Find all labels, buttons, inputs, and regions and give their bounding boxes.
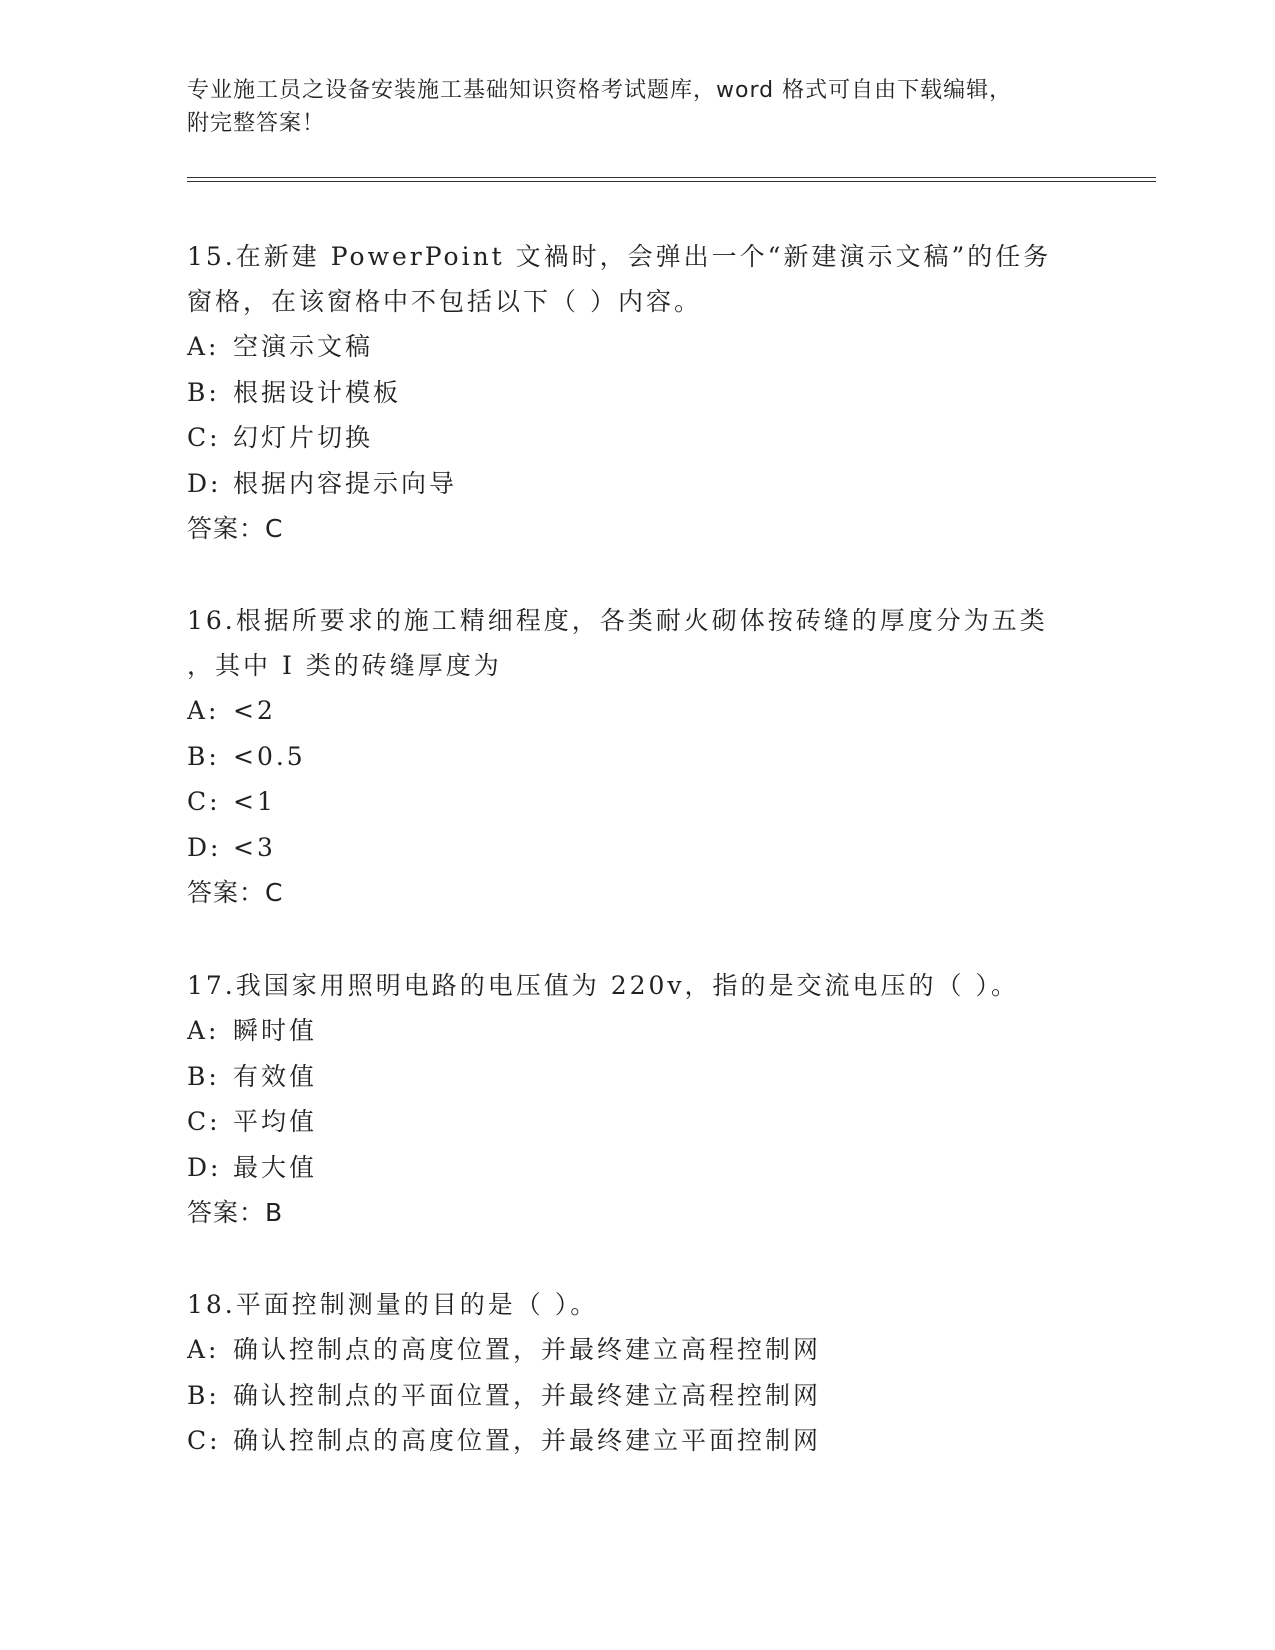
option-text: 瞬时值 bbox=[233, 1016, 318, 1045]
header-line-1: 专业施工员之设备安装施工基础知识资格考试题库，word 格式可自由下载编辑， bbox=[187, 78, 1013, 103]
option-letter: D: bbox=[187, 832, 222, 862]
option-text: <2 bbox=[233, 696, 276, 725]
option-text: 根据内容提示向导 bbox=[233, 468, 458, 498]
option-a bbox=[187, 1327, 1087, 1373]
question-15 bbox=[187, 234, 1087, 552]
option-text: <0.5 bbox=[233, 741, 306, 771]
option-text: 有效值 bbox=[233, 1061, 318, 1091]
option-d bbox=[187, 461, 1087, 507]
option-text: <3 bbox=[233, 832, 276, 862]
option-c bbox=[187, 415, 1087, 461]
option-a bbox=[187, 1008, 1087, 1054]
option-letter: A: bbox=[187, 332, 220, 361]
option-letter: D: bbox=[187, 468, 222, 498]
answer-line: 答案：C bbox=[187, 878, 284, 907]
option-c bbox=[187, 1099, 1087, 1145]
option-letter: C: bbox=[187, 1107, 221, 1136]
option-b bbox=[187, 370, 1087, 416]
option-d bbox=[187, 825, 1087, 871]
option-text: 确认控制点的高度位置，并最终建立平面控制网 bbox=[233, 1426, 822, 1455]
option-letter: A: bbox=[187, 696, 220, 725]
question-16 bbox=[187, 598, 1087, 916]
header-divider-top bbox=[187, 177, 1156, 178]
option-letter: A: bbox=[187, 1335, 220, 1364]
answer-line: 答案：C bbox=[187, 514, 284, 543]
option-letter: B: bbox=[187, 741, 220, 771]
document-header bbox=[187, 74, 1087, 140]
option-text: 确认控制点的平面位置，并最终建立高程控制网 bbox=[233, 1380, 822, 1410]
option-b bbox=[187, 1373, 1087, 1419]
question-number: 18. bbox=[187, 1290, 236, 1319]
option-letter: C: bbox=[187, 787, 221, 816]
question-18 bbox=[187, 1282, 1087, 1464]
option-text: 最大值 bbox=[233, 1152, 318, 1182]
option-b bbox=[187, 734, 1087, 780]
option-letter: A: bbox=[187, 1016, 220, 1045]
option-letter: B: bbox=[187, 377, 220, 407]
option-a bbox=[187, 324, 1087, 370]
option-text: 根据设计模板 bbox=[233, 377, 402, 407]
question-text-line-1: 根据所要求的施工精细程度，各类耐火砌体按砖缝的厚度分为五类 bbox=[235, 606, 1048, 635]
option-c bbox=[187, 779, 1087, 825]
option-c bbox=[187, 1418, 1087, 1464]
option-text: 幻灯片切换 bbox=[233, 423, 374, 452]
question-number: 17. bbox=[187, 971, 236, 1000]
question-text-line-1: 我国家用照明电路的电压值为 220v，指的是交流电压的（ ）。 bbox=[235, 971, 1020, 1000]
question-stem bbox=[187, 963, 1087, 1008]
question-number: 16. bbox=[187, 606, 236, 635]
question-17 bbox=[187, 963, 1087, 1236]
question-text-line-1: 在新建 PowerPoint 文禍时，会弹出一个“新建演示文稿”的任务 bbox=[235, 242, 1052, 271]
question-text-line-2: 窗格，在该窗格中不包括以下（ ）内容。 bbox=[187, 287, 702, 316]
option-b bbox=[187, 1054, 1087, 1100]
question-text-line-1: 平面控制测量的目的是（ ）。 bbox=[235, 1290, 599, 1319]
answer-line: 答案：B bbox=[187, 1198, 284, 1227]
question-stem bbox=[187, 1282, 1087, 1327]
option-a bbox=[187, 688, 1087, 734]
option-letter: C: bbox=[187, 423, 221, 452]
option-text: 平均值 bbox=[233, 1107, 318, 1136]
question-stem bbox=[187, 598, 1087, 643]
option-letter: C: bbox=[187, 1426, 221, 1455]
option-text: <1 bbox=[233, 787, 276, 816]
question-text-line-2: ，其中 I 类的砖缝厚度为 bbox=[187, 651, 502, 680]
header-divider-bottom bbox=[187, 181, 1156, 182]
option-letter: D: bbox=[187, 1152, 222, 1182]
question-number: 15. bbox=[187, 242, 236, 271]
option-letter: B: bbox=[187, 1380, 220, 1410]
question-stem bbox=[187, 234, 1087, 279]
header-line-2: 附完整答案！ bbox=[187, 111, 326, 136]
option-d bbox=[187, 1145, 1087, 1191]
option-letter: B: bbox=[187, 1061, 220, 1091]
option-text: 确认控制点的高度位置，并最终建立高程控制网 bbox=[233, 1335, 822, 1364]
option-text: 空演示文稿 bbox=[233, 332, 374, 361]
